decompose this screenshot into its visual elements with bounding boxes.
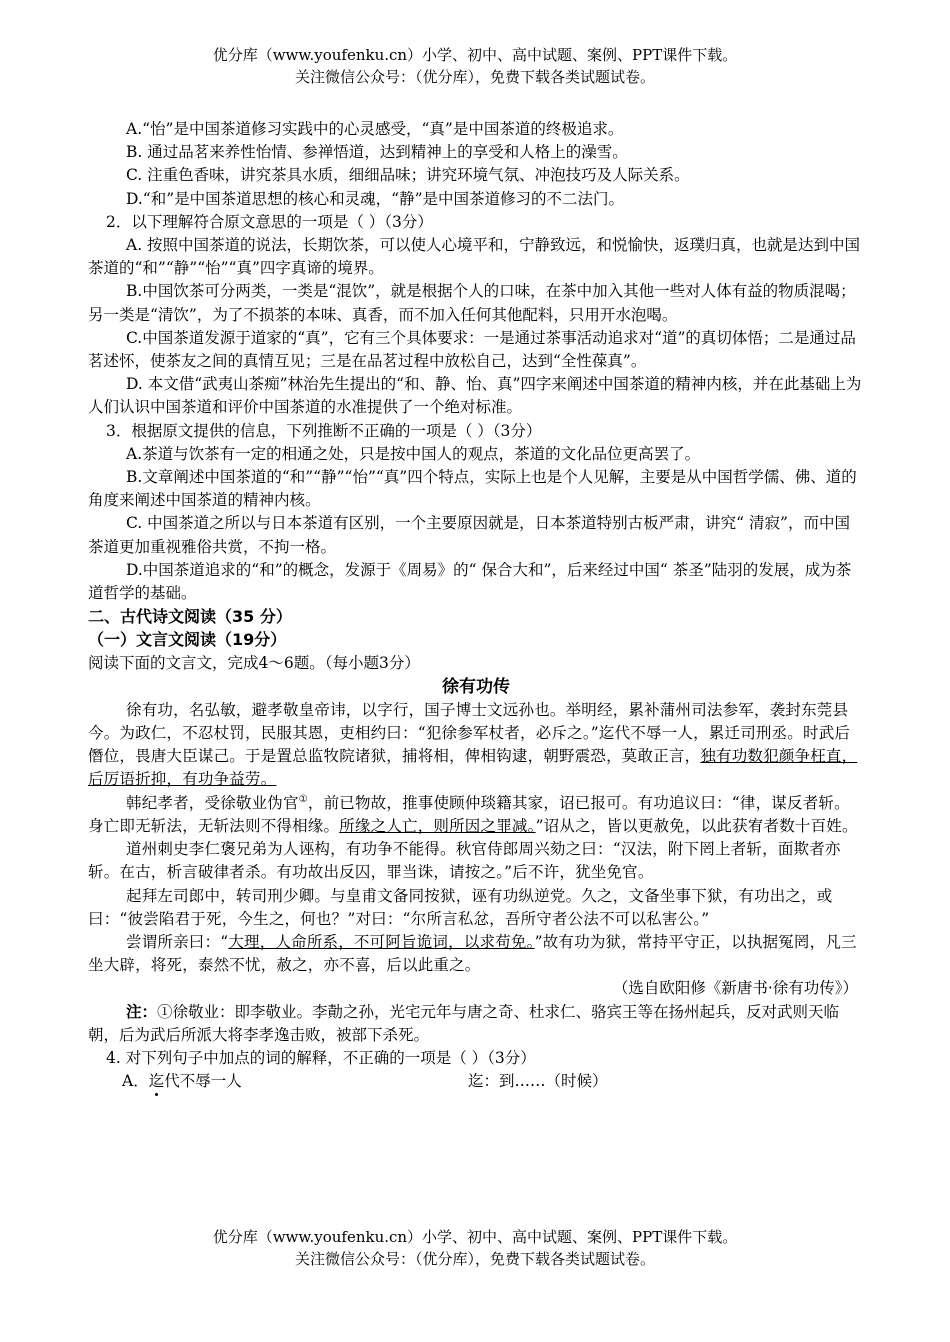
passage-text: ”诏从之，皆以更赦免，以此获宥者数十百姓。	[535, 816, 858, 835]
q3-option-d: D.中国茶道追求的“和”的概念，发源于《周易》的“ 保合大和”，后来经过中国“ 茶圣”陆羽的发展，成为茶道哲学的基础。	[88, 560, 852, 603]
q4-option-a	[88, 1070, 864, 1093]
passage-paragraph-2	[88, 792, 864, 838]
footnote-label: 注：	[126, 1002, 158, 1021]
subsection-heading: （一）文言文阅读（19分）	[88, 630, 287, 650]
q2-option-a: A. 按照中国茶道的说法，长期饮茶，可以使人心境平和，宁静致远，和悦愉快，返璞归真，也就是达到中国茶道的“和”“静”“怡”“真”四字真谛的境界。	[88, 236, 861, 278]
header-line-1: 优分库（www.youfenku.cn）小学、初中、高中试题、案例、PPT课件下载。	[212, 46, 738, 64]
passage-text: ，前已物故，推事使顾仲琰籍其家，诏已报可。有功追议曰：“律，谋反者斩。身亡即无斩法，无斩法则不得相缘。	[88, 793, 850, 835]
underlined-sentence-3: 大理，人命所系，不可阿旨诡词，以求苟免。	[228, 932, 535, 951]
passage-source: （选自欧阳修《新唐书·徐有功传》）	[612, 979, 858, 998]
q3-option-a: A.茶道与饮茶有一定的相通之处，只是按中国人的观点，茶道的文化品位更高罢了。	[126, 444, 701, 463]
passage-paragraph-3: 道州刺史李仁褒兄弟为人诬构，有功争不能得。秋官侍郎周兴劾之曰：“汉法，附下罔上者斩，面欺者亦斩。在古，析言破律者杀。有功故出反囚，罪当诛，请按之。”后不许，犹坐免官。	[88, 840, 841, 882]
section-heading: 二、古代诗文阅读（35 分）	[88, 607, 292, 627]
option-letter: A．	[122, 1072, 149, 1091]
page-content	[88, 118, 864, 1093]
q4-stem: 4. 对下列句子中加点的词的解释，不正确的一项是（ ）（3分）	[106, 1048, 536, 1067]
page-footer	[0, 1226, 950, 1270]
q4-option-a-explanation: 迄：到……（时候）	[468, 1072, 608, 1091]
footnote	[88, 1001, 864, 1047]
q2-option-c: C.中国茶道发源于道家的“真”，它有三个具体要求：一是通过茶事活动追求对“道”的真切体悟；二是通过品茗述怀，使茶友之间的真情互见；三是在品茗过程中放松自己，达到“全性葆真”。	[88, 328, 856, 371]
passage-text: 韩纪孝者，受徐敬业伪官	[126, 793, 299, 812]
page-header	[0, 44, 950, 88]
passage-paragraph-4: 起拜左司郎中，转司刑少卿。与皇甫文备同按狱，诬有功纵逆党。久之，文备坐事下狱，有功出之，或曰：“彼尝陷君于死，今生之，何也？”对曰：“尔所言私忿，吾所守者公法不可以私害公。”	[88, 886, 833, 928]
footer-line-2: 关注微信公众号：（优分库），免费下载各类试题试卷。	[294, 1250, 655, 1268]
q2-stem: 2．以下理解符合原文意思的一项是（ ）（3分）	[106, 212, 433, 231]
dotted-word: 迄	[148, 1072, 165, 1091]
q1-option-d: D.“和”是中国茶道思想的核心和灵魂，“静”是中国茶道修习的不二法门。	[126, 189, 625, 208]
reading-instruction: 阅读下面的文言文，完成4～6题。（每小题3分）	[88, 653, 420, 672]
q3-option-b: B.文章阐述中国茶道的“和”“静”“怡”“真”四个特点，实际上也是个人见解，主要是从中国哲学儒、佛、道的角度来阐述中国茶道的精神内核。	[88, 468, 857, 510]
passage-text: 徐有功，名弘敏，避孝敬皇帝讳，以字行，国子博士文远孙也。举明经，累补蒲州司法参军，袭封东莞县今。为政仁，不忍杖罚，民服其恩，吏相约曰：“犯徐参军杖者，必斥之。”迄代不辱一人，累迁司刑丞。时武后僭位，畏唐大臣谋己。于是置总监牧院诸狱，捕将相，俾相钩逮，朝野震恐，莫敢正言，	[88, 700, 851, 766]
q3-stem: 3．根据原文提供的信息，下列推断不正确的一项是（ ）（3分）	[106, 421, 542, 440]
passage-text: 尝谓所亲曰：“	[126, 932, 229, 951]
passage-paragraph-5	[88, 931, 864, 977]
q1-option-b: B. 通过品茗来养性怡情、参禅悟道，达到精神上的享受和人格上的澡雪。	[126, 143, 628, 162]
header-line-2: 关注微信公众号：（优分库），免费下载各类试题试卷。	[294, 68, 655, 86]
q4-option-a-sentence	[88, 1070, 468, 1093]
footnote-text: ①徐敬业：即李敬业。李勣之孙，光宅元年与唐之奇、杜求仁、骆宾王等在扬州起兵，反对武则天临朝，后为武后所派大将李孝逸击败，被部下杀死。	[88, 1002, 840, 1044]
footer-line-1: 优分库（www.youfenku.cn）小学、初中、高中试题、案例、PPT课件下载。	[212, 1228, 738, 1246]
q1-option-c: C. 注重色香味，讲究茶具水质，细细品味；讲究环境气氛、冲泡技巧及人际关系。	[126, 166, 690, 185]
underlined-sentence-1: 独有功数犯颜争枉直，后厉语折抑，有功争益劳。	[88, 747, 858, 789]
q2-option-b: B.中国饮茶可分两类，一类是“混饮”，就是根据个人的口味，在茶中加入其他一些对人体有益的物质混喝；另一类是“清饮”，为了不损茶的本味、真香，而不加入任何其他配料，只用开水泡喝。	[88, 282, 856, 324]
passage-text: ”故有功为狱，常持平守正，以执据冤罔，凡三坐大辟，将死，泰然不忧，赦之，亦不喜，后以此重之。	[88, 932, 857, 975]
q3-option-c: C. 中国茶道之所以与日本茶道有区别，一个主要原因就是，日本茶道特别古板严肃，讲究“ 清寂”，而中国茶道更加重视雅俗共赏，不拘一格。	[88, 514, 850, 556]
passage-paragraph-1	[88, 699, 864, 792]
q1-option-a: A.“怡”是中国茶道修习实践中的心灵感受，“真”是中国茶道的终极追求。	[126, 120, 624, 138]
footnote-marker: ①	[298, 793, 308, 805]
underlined-sentence-2: 所缘之人亡，则所因之罪减。	[339, 816, 536, 835]
passage-title: 徐有功传	[442, 676, 510, 697]
q2-option-d: D. 本文借“武夷山茶痴”林治先生提出的“和、静、怡、真”四字来阐述中国茶道的精神内核，并在此基础上为人们认识中国茶道和评价中国茶道的水准提供了一个绝对标准。	[88, 375, 862, 417]
option-sentence-rest: 代不辱一人	[164, 1072, 242, 1091]
